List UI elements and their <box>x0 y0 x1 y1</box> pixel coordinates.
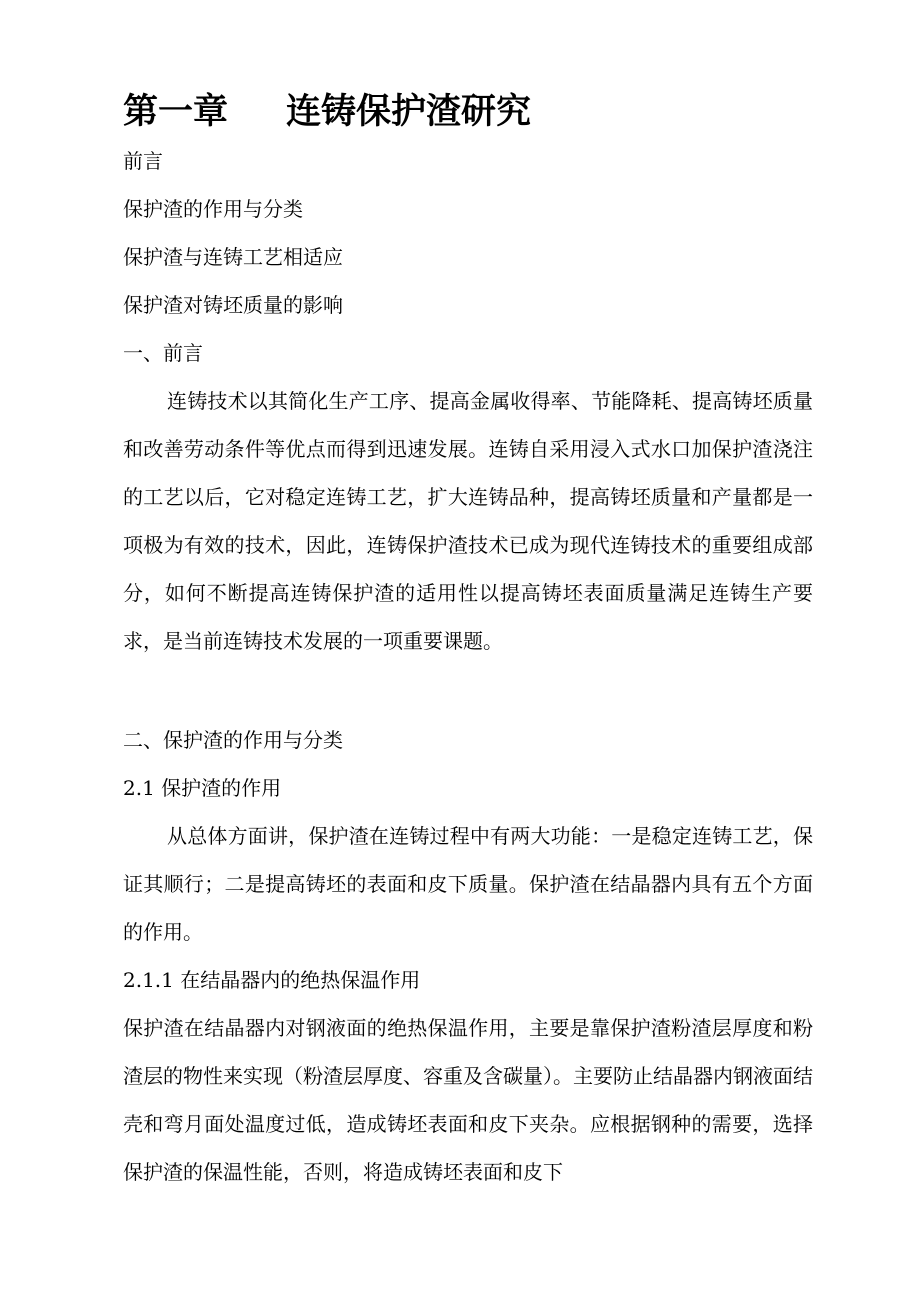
chapter-number: 第一章 <box>123 92 229 132</box>
section2-heading: 二、保护渣的作用与分类 <box>123 728 343 752</box>
section1-heading: 一、前言 <box>123 341 203 365</box>
toc-item-process-adaptation: 保护渣与连铸工艺相适应 <box>123 245 343 269</box>
section211-heading: 2.1.1 在结晶器内的绝热保温作用 <box>123 968 421 992</box>
toc-item-function-classification: 保护渣的作用与分类 <box>123 197 303 221</box>
section21-paragraph: 从总体方面讲，保护渣在连铸过程中有两大功能：一是稳定连铸工艺，保证其顺行；二是提高铸坯的表面和皮下质量。保护渣在结晶器内具有五个方面的作用。 <box>123 824 813 944</box>
toc-item-preface: 前言 <box>123 149 163 173</box>
section21-heading: 2.1 保护渣的作用 <box>123 776 282 800</box>
toc-item-quality-influence: 保护渣对铸坯质量的影响 <box>123 293 343 317</box>
chapter-title <box>123 86 531 138</box>
section211-paragraph: 保护渣在结晶器内对钢液面的绝热保温作用，主要是靠保护渣粉渣层厚度和粉渣层的物性来实现（粉渣层厚度、容重及含碳量）。主要防止结晶器内钢液面结壳和弯月面处温度过低，造成铸坯表面和皮下夹杂。应根据钢种的需要，选择保护渣的保温性能，否则，将造成铸坯表面和皮下 <box>123 1016 813 1184</box>
section1-paragraph: 连铸技术以其简化生产工序、提高金属收得率、节能降耗、提高铸坯质量和改善劳动条件等优点而得到迅速发展。连铸自采用浸入式水口加保护渣浇注的工艺以后，它对稳定连铸工艺，扩大连铸品种，提高铸坯质量和产量都是一项极为有效的技术，因此，连铸保护渣技术已成为现代连铸技术的重要组成部分，如何不断提高连铸保护渣的适用性以提高铸坯表面质量满足连铸生产要求，是当前连铸技术发展的一项重要课题。 <box>123 389 813 653</box>
chapter-name: 连铸保护渣研究 <box>286 92 532 132</box>
